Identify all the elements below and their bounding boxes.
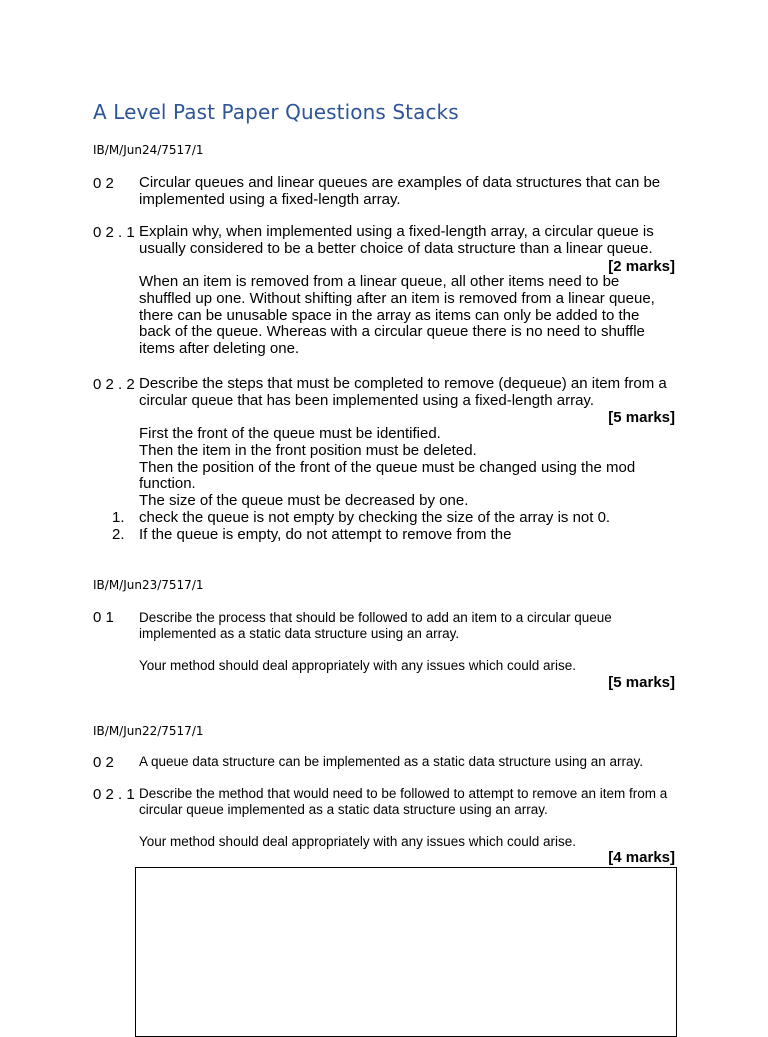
question-note: Your method should deal appropriately with any issues which could arise. — [139, 834, 577, 849]
list-item-text: If the queue is empty, do not attempt to remove from the — [139, 525, 512, 543]
question-number: 0 2 — [93, 175, 114, 192]
paper-reference: IB/M/Jun22/7517/1 — [93, 724, 204, 738]
question-note: Your method should deal appropriately with any issues which could arise. — [139, 658, 577, 673]
question-text: A queue data structure can be implemented as a static data structure using an array. — [139, 754, 644, 769]
answer-line: Then the position of the front of the queue must be changed using the mod function. — [139, 458, 636, 493]
numbered-list — [112, 510, 672, 544]
answer-box[interactable] — [135, 867, 677, 1037]
list-item — [112, 527, 672, 544]
answer-line: First the front of the queue must be identified. — [139, 425, 441, 442]
marks-label: [2 marks] — [608, 258, 675, 275]
answer-block — [139, 426, 675, 510]
question-text: Describe the steps that must be completed to remove (dequeue) an item from a circular queue that has been implemented using a fixed-length array. — [139, 375, 667, 409]
paper-reference: IB/M/Jun23/7517/1 — [93, 578, 204, 592]
marks-label: [4 marks] — [608, 849, 675, 866]
question-text: Explain why, when implemented using a fixed-length array, a circular queue is usually considered to be a better choice of data structure than a linear queue. — [139, 223, 654, 257]
question-number: 0 2 . 2 — [93, 376, 135, 393]
page-title: A Level Past Paper Questions Stacks — [93, 100, 459, 124]
list-index: 1. — [112, 509, 125, 526]
list-item-text: check the queue is not empty by checking the size of the array is not 0. — [139, 509, 611, 526]
question-text: Describe the method that would need to be followed to attempt to remove an item from a circular queue implemented as a static data structure using an array. — [139, 786, 668, 817]
answer-text: When an item is removed from a linear queue, all other items need to be shuffled up one. Without shifting after an item is removed from a linear queue, there can be unusable space in the array as items can only be added to the back of the queue. Whereas with a circular queue there is no need to shuffle items after deleting one. — [139, 273, 655, 358]
list-index: 2. — [112, 525, 125, 543]
question-number: 0 2 . 1 — [93, 224, 135, 241]
marks-label: [5 marks] — [608, 674, 675, 691]
question-number: 0 2 — [93, 754, 114, 771]
question-text: Circular queues and linear queues are examples of data structures that can be implemented using a fixed-length array. — [139, 174, 661, 208]
answer-line: Then the item in the front position must be deleted. — [139, 441, 477, 459]
question-number: 0 2 . 1 — [93, 786, 135, 803]
list-item — [112, 510, 672, 527]
marks-label: [5 marks] — [608, 409, 675, 426]
paper-reference: IB/M/Jun24/7517/1 — [93, 143, 204, 157]
answer-line: The size of the queue must be decreased by one. — [139, 492, 469, 510]
question-number: 0 1 — [93, 609, 114, 626]
question-text: Describe the process that should be followed to add an item to a circular queue implemented as a static data structure using an array. — [139, 610, 612, 641]
